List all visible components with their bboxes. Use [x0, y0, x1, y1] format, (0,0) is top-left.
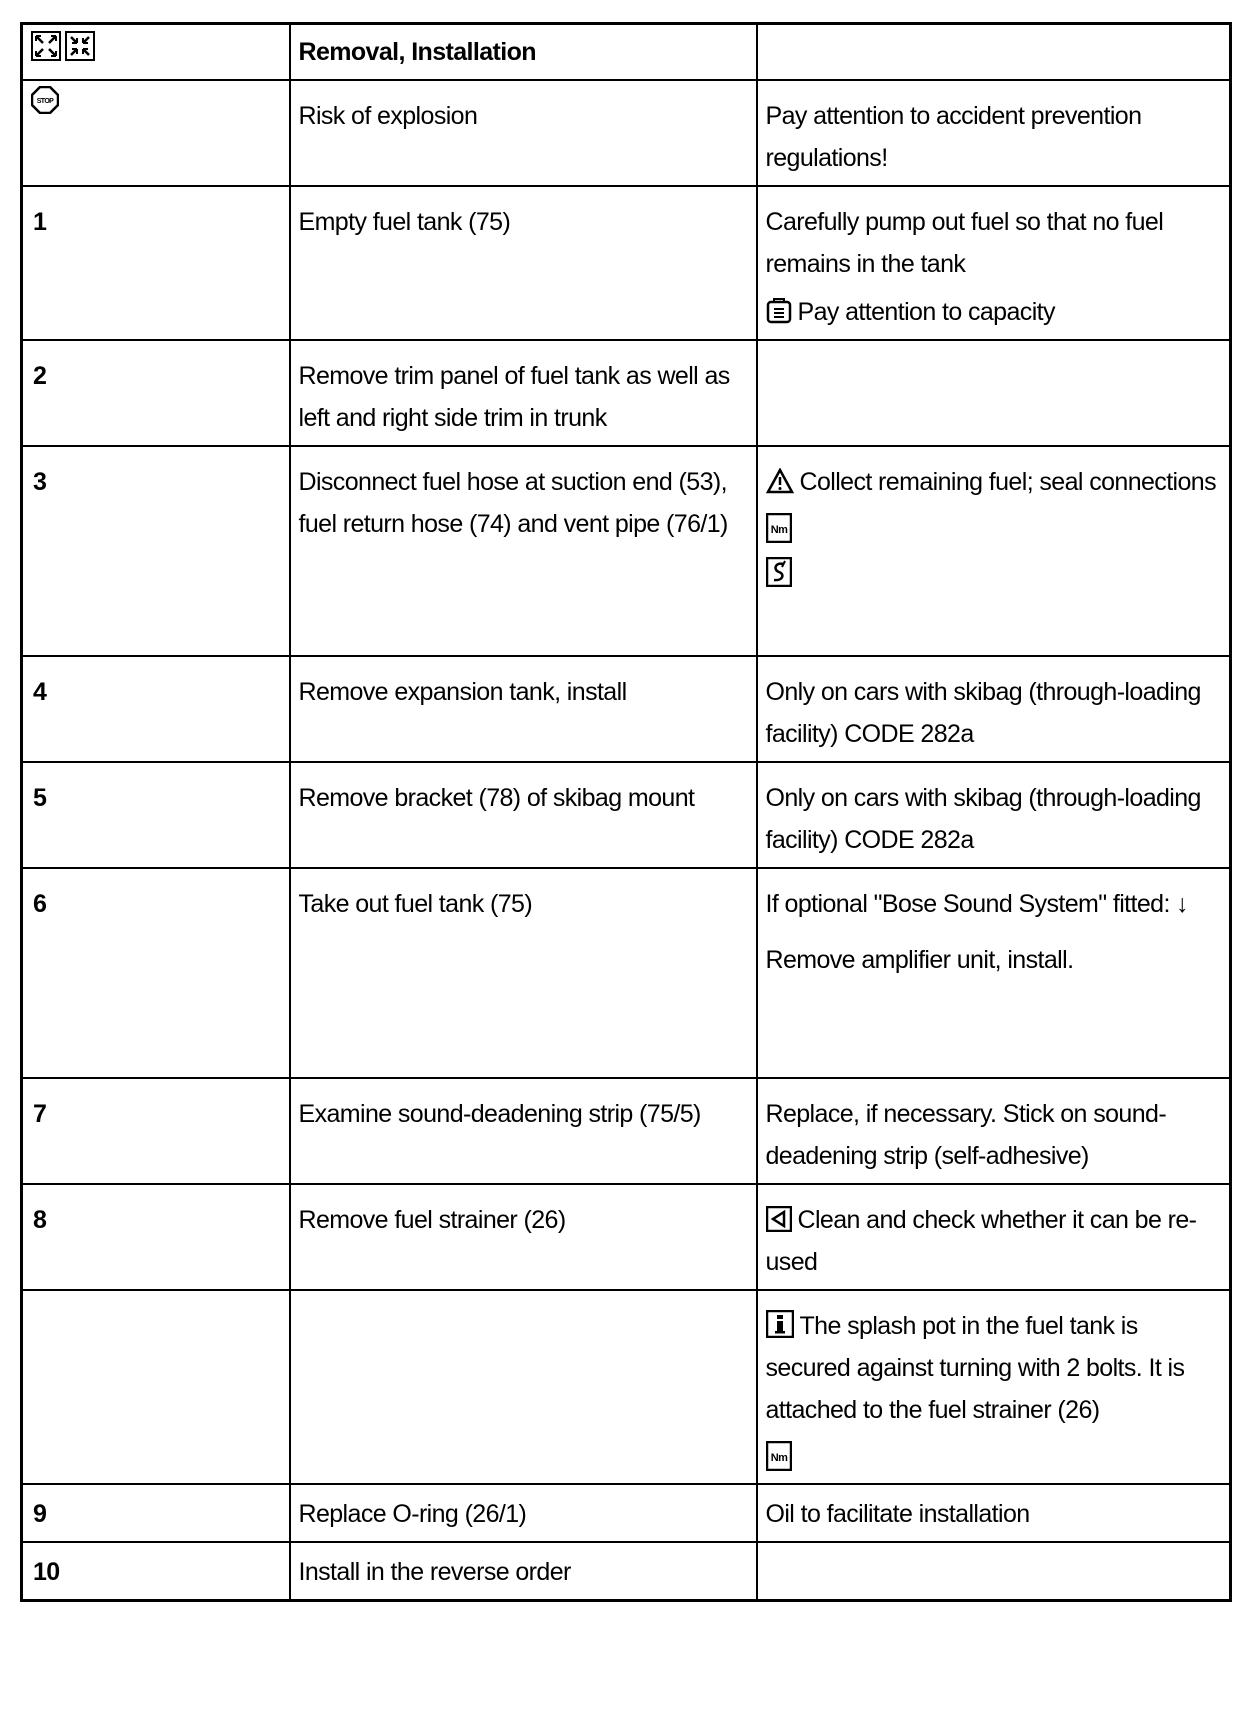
step-row-1 [22, 186, 1231, 340]
step-number: 5 [22, 762, 290, 868]
step-number: 3 [22, 446, 290, 656]
svg-text:Nm: Nm [770, 524, 787, 536]
step-action: Empty fuel tank (75) [290, 186, 757, 340]
step-action: Remove expansion tank, install [290, 656, 757, 762]
risk-action: Risk of explosion [290, 80, 757, 186]
step-row-2 [22, 340, 1231, 446]
step-note: Replace, if necessary. Stick on sound-deadening strip (self-adhesive) [757, 1078, 1231, 1184]
step-note-text: Clean and check whether it can be re-used [765, 1206, 1197, 1276]
torque-icon [766, 513, 792, 543]
step-note: Only on cars with skibag (through-loading facility) CODE 282a [757, 762, 1231, 868]
installation-icon [65, 31, 95, 61]
step-number: 7 [22, 1078, 290, 1184]
step-action: Remove trim panel of fuel tank as well as left and right side trim in trunk [290, 340, 757, 446]
check-icon [766, 1206, 792, 1232]
risk-row [22, 80, 1231, 186]
step-row-7 [22, 1078, 1231, 1184]
step-row-3 [22, 446, 1231, 656]
info-icon [766, 1310, 794, 1338]
step-row-6 [22, 868, 1231, 1078]
step-row-8 [22, 1184, 1231, 1290]
stop-icon [31, 86, 59, 114]
step-note [757, 186, 1231, 340]
step-note-text: Carefully pump out fuel so that no fuel remains in the tank [765, 208, 1164, 278]
header-icons-cell [22, 24, 290, 81]
warning-triangle-icon [766, 468, 794, 494]
step-row-4 [22, 656, 1231, 762]
step-row-5 [22, 762, 1231, 868]
removal-icon [31, 31, 61, 61]
step-note [757, 868, 1231, 1078]
step-action: Disconnect fuel hose at suction end (53), fuel return hose (74) and vent pipe (76/1) [290, 446, 757, 656]
capacity-icon [766, 298, 792, 324]
torque-icon [766, 1441, 792, 1471]
step-number: 8 [22, 1184, 290, 1290]
special-tool-icon [766, 557, 792, 587]
step-note [757, 1184, 1231, 1290]
step-number: 6 [22, 868, 290, 1078]
step-action: Take out fuel tank (75) [290, 868, 757, 1078]
step-number: 2 [22, 340, 290, 446]
header-empty-cell [757, 24, 1231, 81]
procedure-table [20, 22, 1232, 1602]
svg-text:Nm: Nm [770, 1452, 787, 1464]
info-row [22, 1290, 1231, 1484]
header-row [22, 24, 1231, 81]
step-action: Remove bracket (78) of skibag mount [290, 762, 757, 868]
step-action: Install in the reverse order [290, 1542, 757, 1601]
info-empty-cell [22, 1290, 290, 1484]
step-action: Remove fuel strainer (26) [290, 1184, 757, 1290]
step-note [757, 1542, 1231, 1601]
info-note [757, 1290, 1231, 1484]
step-number: 9 [22, 1484, 290, 1542]
step-note [757, 340, 1231, 446]
step-number: 10 [22, 1542, 290, 1601]
risk-icon-cell [22, 80, 290, 186]
step-note-text: If optional "Bose Sound System" fitted: ↓ [765, 890, 1189, 918]
step-row-10 [22, 1542, 1231, 1601]
svg-text:STOP: STOP [36, 98, 54, 105]
step-row-9 [22, 1484, 1231, 1542]
capacity-text: Pay attention to capacity [797, 298, 1055, 326]
step-number: 4 [22, 656, 290, 762]
step-note: Only on cars with skibag (through-loading facility) CODE 282a [757, 656, 1231, 762]
step-note-text: Collect remaining fuel; seal connections [799, 468, 1217, 496]
warning-line [766, 461, 1222, 503]
header-title: Removal, Installation [290, 24, 757, 81]
step-action: Examine sound-deadening strip (75/5) [290, 1078, 757, 1184]
step-note: Oil to facilitate installation [757, 1484, 1231, 1542]
step-number: 1 [22, 186, 290, 340]
info-empty-cell-2 [290, 1290, 757, 1484]
step-note [757, 446, 1231, 656]
capacity-line [766, 291, 1222, 333]
info-text: The splash pot in the fuel tank is secured against turning with 2 bolts. It is attached to the fuel strainer (26) [765, 1312, 1185, 1424]
step-action: Replace O-ring (26/1) [290, 1484, 757, 1542]
step-note-text-2: Remove amplifier unit, install. [765, 946, 1074, 974]
risk-note: Pay attention to accident prevention regulations! [757, 80, 1231, 186]
